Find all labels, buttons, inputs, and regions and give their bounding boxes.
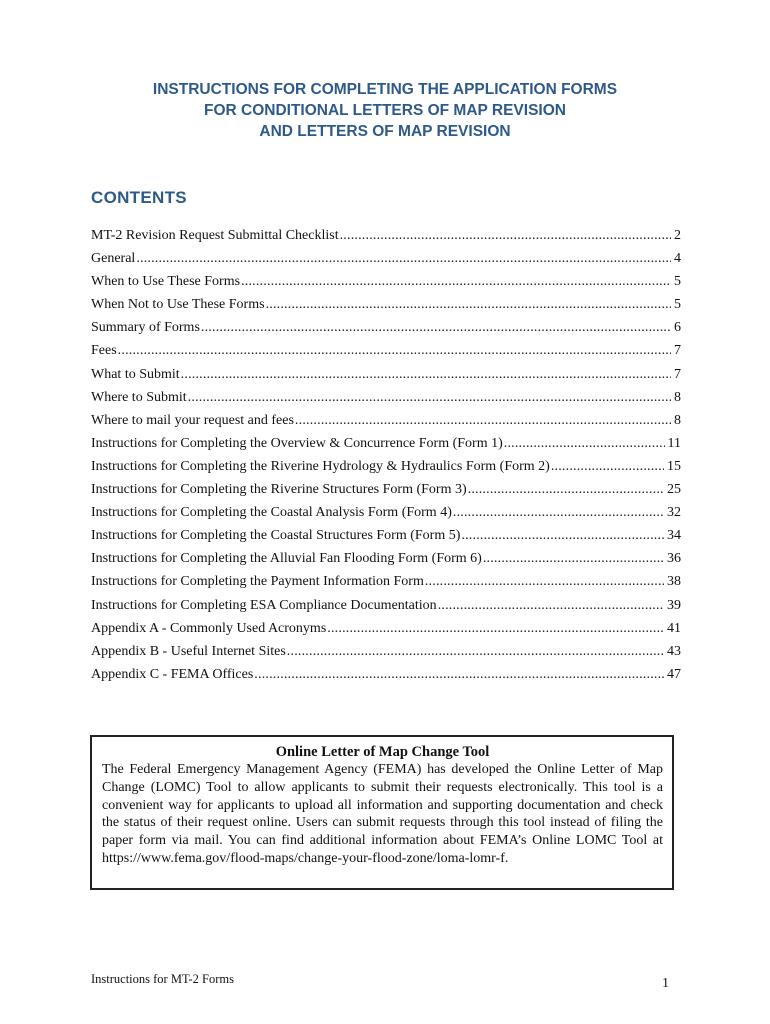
toc-entry-page: 11: [667, 435, 681, 451]
toc-dot-leader: [254, 666, 664, 684]
toc-entry[interactable]: [91, 366, 681, 389]
toc-entry-title: Appendix A - Commonly Used Acronyms: [91, 620, 327, 636]
toc-entry-title: When Not to Use These Forms: [91, 297, 265, 313]
toc-entry[interactable]: [91, 342, 681, 365]
toc-entry-title: Instructions for Completing the Coastal Structures Form (Form 5): [91, 528, 461, 544]
toc-entry[interactable]: [91, 296, 681, 319]
toc-entry-page: 32: [667, 505, 681, 521]
toc-entry-title: Instructions for Completing the Payment Information Form: [91, 574, 424, 590]
toc-entry-title: Where to mail your request and fees: [91, 412, 294, 428]
toc-entry-page: 47: [667, 666, 681, 682]
toc-entry-page: 39: [667, 597, 681, 613]
toc-entry-page: 25: [667, 482, 681, 498]
toc-dot-leader: [188, 389, 671, 407]
document-title-line-2: FOR CONDITIONAL LETTERS OF MAP REVISION: [204, 102, 566, 119]
toc-entry-title: General: [91, 251, 136, 267]
toc-dot-leader: [425, 573, 664, 591]
toc-entry[interactable]: [91, 643, 681, 666]
toc-dot-leader: [201, 319, 671, 337]
toc-dot-leader: [327, 620, 664, 638]
online-lomc-tool-box: [90, 735, 674, 890]
toc-entry-title: Instructions for Completing the Overview & Concurrence Form (Form 1): [91, 435, 503, 451]
toc-entry-page: 6: [674, 320, 681, 336]
toc-entry-title: Where to Submit: [91, 389, 187, 405]
toc-entry-title: MT-2 Revision Request Submittal Checklist: [91, 228, 339, 243]
toc-dot-leader: [287, 643, 664, 661]
document-title-line-3: AND LETTERS OF MAP REVISION: [259, 123, 511, 140]
toc-entry-page: 2: [674, 228, 681, 243]
toc-entry-title: Instructions for Completing the Alluvial Fan Flooding Form (Form 6): [91, 551, 482, 567]
toc-entry[interactable]: [91, 435, 681, 458]
toc-dot-leader: [438, 597, 664, 615]
toc-entry[interactable]: [91, 458, 681, 481]
toc-entry-page: 41: [667, 620, 681, 636]
toc-dot-leader: [340, 227, 671, 245]
toc-entry-title: Fees: [91, 343, 117, 359]
toc-entry-page: 4: [674, 251, 681, 267]
toc-entry-title: When to Use These Forms: [91, 274, 241, 290]
toc-dot-leader: [468, 481, 664, 499]
toc-entry-page: 7: [674, 343, 681, 359]
toc-entry-page: 43: [667, 643, 681, 659]
toc-entry[interactable]: [91, 227, 681, 250]
footer-page-number: 1: [662, 976, 669, 991]
toc-entry-page: 34: [667, 528, 681, 544]
toc-entry-title: Instructions for Completing ESA Compliance Documentation: [91, 597, 437, 613]
toc-entry-title: Summary of Forms: [91, 320, 200, 336]
document-title-line-1: INSTRUCTIONS FOR COMPLETING THE APPLICATION FORMS: [152, 81, 618, 98]
toc-entry[interactable]: [91, 389, 681, 412]
toc-dot-leader: [483, 550, 664, 568]
footer-document-name: Instructions for MT-2 Forms: [91, 972, 234, 986]
toc-dot-leader: [136, 250, 671, 268]
toc-dot-leader: [551, 458, 664, 476]
toc-entry[interactable]: [91, 573, 681, 596]
toc-dot-leader: [266, 296, 671, 314]
toc-entry[interactable]: [91, 527, 681, 550]
toc-entry[interactable]: [91, 412, 681, 435]
toc-entry[interactable]: [91, 666, 681, 689]
toc-entry-page: 5: [674, 297, 681, 313]
toc-dot-leader: [504, 435, 665, 453]
toc-entry-page: 7: [674, 366, 681, 382]
toc-entry-title: Instructions for Completing the Riverine Hydrology & Hydraulics Form (Form 2): [91, 458, 550, 474]
toc-entry-page: 36: [667, 551, 681, 567]
toc-entry-page: 8: [674, 389, 681, 405]
toc-entry-page: 15: [667, 458, 681, 474]
toc-entry[interactable]: [91, 504, 681, 527]
toc-dot-leader: [181, 366, 671, 384]
contents-heading: CONTENTS: [91, 188, 187, 207]
toc-dot-leader: [461, 527, 664, 545]
box-body: The Federal Emergency Management Agency (FEMA) has developed the Online Letter of Map Change (LOMC) Tool to allow applicants to submit their requests electronically. This tool is a convenient way for applicants to upload all information and supporting documentation and check the status of their request online. Users can submit requests through this tool instead of filing the paper form via mail. You can find additional information about FEMA’s Online LOMC Tool at https://www.fema.gov/flood-maps/change-your-flood-zone/loma-lomr-f.: [102, 762, 663, 866]
toc-entry-page: 38: [667, 574, 681, 590]
toc-dot-leader: [241, 273, 671, 291]
toc-entry-title: Instructions for Completing the Riverine Structures Form (Form 3): [91, 482, 467, 498]
toc-entry-page: 8: [674, 412, 681, 428]
toc-entry[interactable]: [91, 481, 681, 504]
toc-dot-leader: [453, 504, 664, 522]
toc-entry[interactable]: [91, 620, 681, 643]
toc-entry[interactable]: [91, 550, 681, 573]
toc-entry[interactable]: [91, 273, 681, 296]
toc-entry-title: Instructions for Completing the Coastal Analysis Form (Form 4): [91, 505, 452, 521]
toc-entry[interactable]: [91, 319, 681, 342]
document-title: [0, 79, 770, 142]
box-title: Online Letter of Map Change Tool: [275, 744, 490, 760]
toc-dot-leader: [118, 342, 671, 360]
toc-entry-title: What to Submit: [91, 366, 180, 382]
toc-entry-page: 5: [674, 274, 681, 290]
toc-entry-title: Appendix C - FEMA Offices: [91, 666, 254, 682]
toc-entry-title: Appendix B - Useful Internet Sites: [91, 643, 286, 659]
toc-entry[interactable]: [91, 250, 681, 273]
toc-entry[interactable]: [91, 597, 681, 620]
toc-dot-leader: [295, 412, 671, 430]
table-of-contents: [91, 227, 681, 689]
